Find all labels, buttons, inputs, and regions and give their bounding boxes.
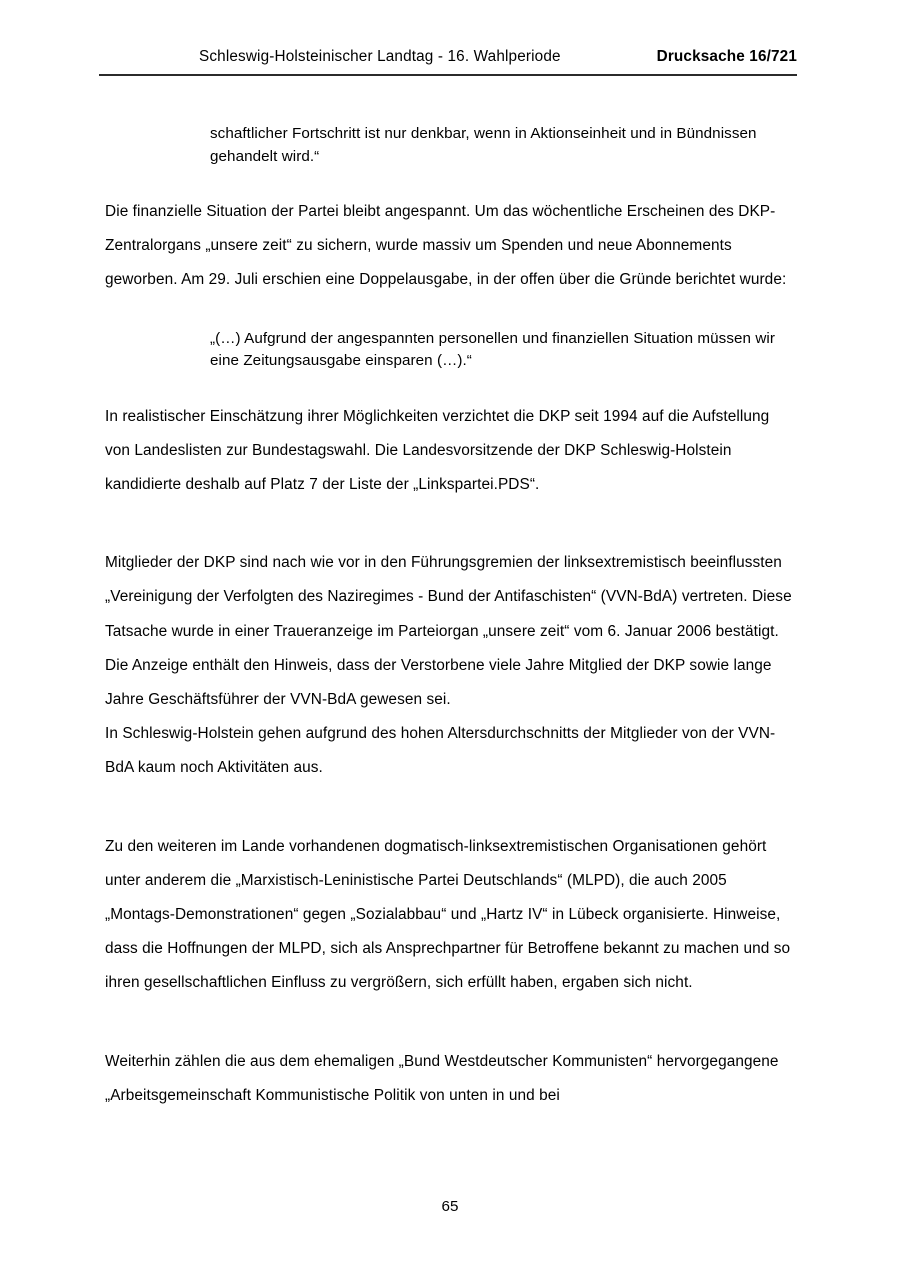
paragraph-quote-continuation: schaftlicher Fortschritt ist nur denkbar, wenn in Aktionseinheit und in Bündnissen gehandelt wird.“ bbox=[210, 125, 757, 165]
paragraph-quote-zeitungsausgabe: „(…) Aufgrund der angespannten personellen und finanziellen Situation müssen wir eine Zeitungsausgabe einsparen (…).“ bbox=[210, 329, 775, 370]
page-header bbox=[99, 48, 797, 66]
paragraph-schleswig-holstein-vvn: In Schleswig-Holstein gehen aufgrund des hohen Altersdurchschnitts der Mitglieder von der VVN-BdA kaum noch Aktivitäten aus. bbox=[105, 725, 776, 777]
document-body bbox=[105, 112, 795, 1113]
paragraph-finanzielle-situation: Die finanzielle Situation der Partei bleibt angespannt. Um das wöchentliche Erscheinen des DKP-Zentralorgans „unsere zeit“ zu sichern, wurde massiv um Spenden und neue Abonnements geworben. Am 29. Juli erschien eine Doppelausgabe, in der offen über die Gründe berichtet wurde: bbox=[105, 203, 787, 289]
page-footer bbox=[0, 1198, 900, 1216]
header-document-number: Drucksache 16/721 bbox=[656, 48, 797, 65]
paragraph-mitglieder-dkp: Mitglieder der DKP sind nach wie vor in den Führungsgremien der linksextremistisch beeinflussten „Vereinigung der Verfolgten des Naziregimes - Bund der Antifaschisten“ (VVN-BdA) vertreten. Diese Tatsache wurde in einer Traueranzeige im Parteiorgan „unsere zeit“ vom 6. Januar 2006 bestätigt. Die Anzeige enthält den Hinweis, dass der Verstorbene viele Jahre Mitglied der DKP sowie lange Jahre Geschäftsführer der VVN-BdA gewesen sei. bbox=[105, 554, 792, 709]
paragraph-weitere-organisationen: Zu den weiteren im Lande vorhandenen dogmatisch-linksextremistischen Organisationen gehört unter anderem die „Marxistisch-Leninistische Partei Deutschlands“ (MLPD), die auch 2005 „Montags-Demonstrationen“ gegen „Sozialabbau“ und „Hartz IV“ in Lübeck organisierte. Hinweise, dass die Hoffnungen der MLPD, sich als Ansprechpartner für Betroffene bekannt zu machen und so ihren gesellschaftlichen Einfluss zu vergrößern, sich erfüllt haben, ergaben sich nicht. bbox=[105, 837, 791, 992]
paragraph-realistische-einschaetzung: In realistischer Einschätzung ihrer Möglichkeiten verzichtet die DKP seit 1994 auf die Aufstellung von Landeslisten zur Bundestagswahl. Die Landesvorsitzende der DKP Schleswig-Holstein kandidierte deshalb auf Platz 7 der Liste der „Linkspartei.PDS“. bbox=[105, 407, 770, 494]
page-number: 65 bbox=[441, 1198, 459, 1215]
header-title: Schleswig-Holsteinischer Landtag - 16. Wahlperiode bbox=[199, 48, 561, 65]
header-divider-rule bbox=[99, 74, 797, 76]
paragraph-bund-westdeutscher-kommunisten: Weiterhin zählen die aus dem ehemaligen „Bund Westdeutscher Kommunisten“ hervorgegangene „Arbeitsgemeinschaft Kommunistische Politik von unten in und bei bbox=[105, 1052, 779, 1104]
